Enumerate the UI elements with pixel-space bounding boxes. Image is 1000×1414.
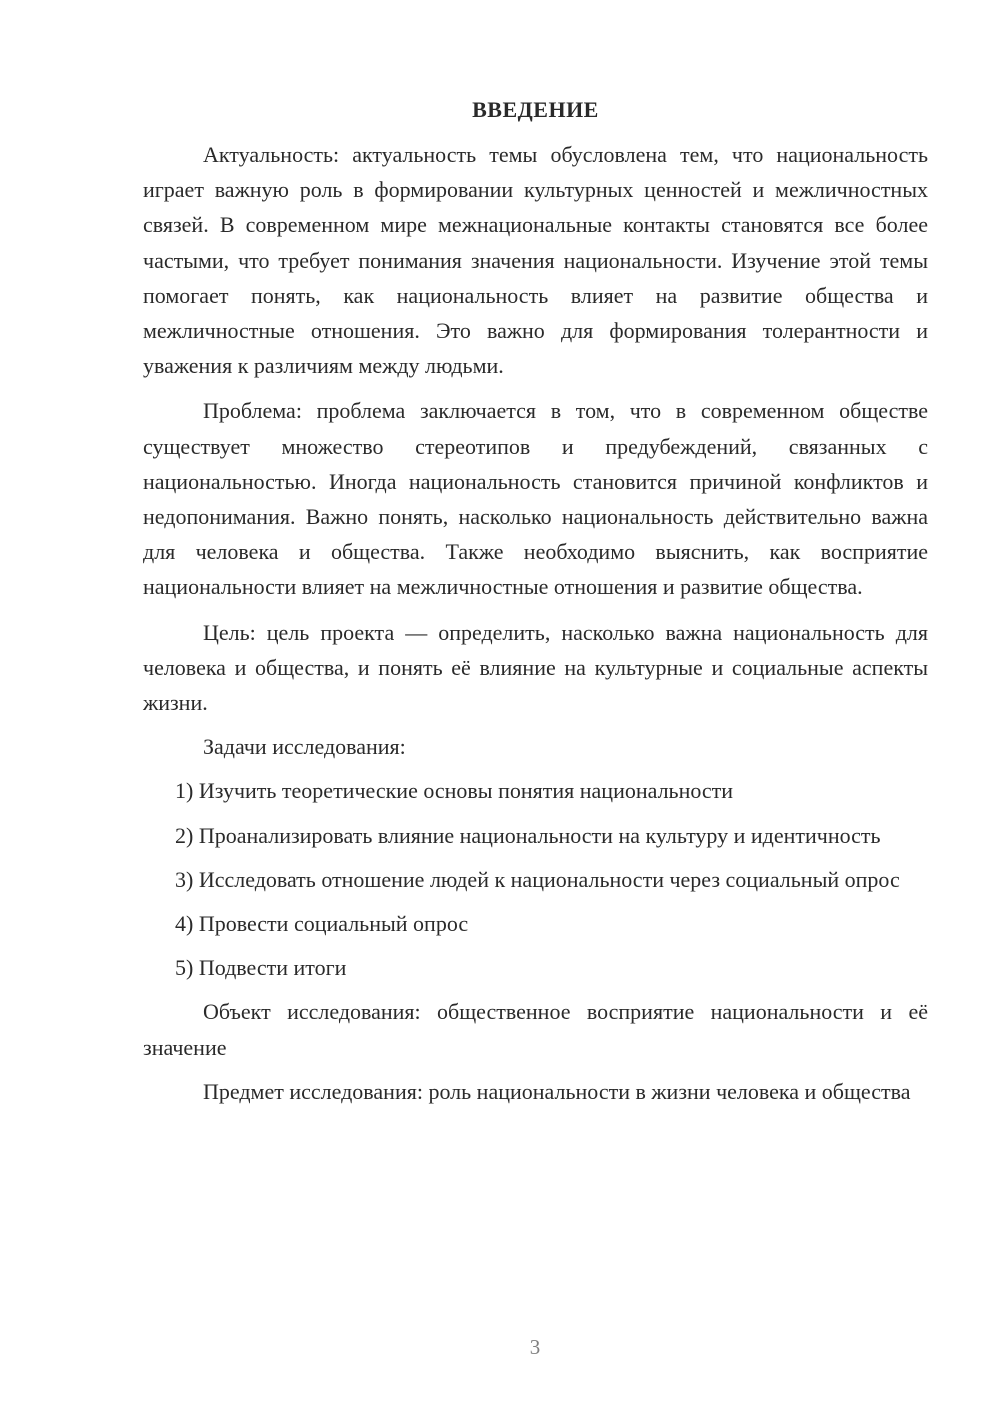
paragraph-tasks-heading: Задачи исследования: <box>203 734 406 760</box>
task-item-5: 5) Подвести итоги <box>175 955 347 981</box>
document-page <box>143 95 928 1109</box>
task-item-2: 2) Проанализировать влияние национальности на культуру и идентичность <box>175 822 881 848</box>
paragraph-goal: Цель: цель проекта — определить, насколько важна национальность для человека и общества, и понять её влияние на культурные и социальные аспекты жизни. <box>143 619 928 716</box>
paragraph-relevance: Актуальность: актуальность темы обусловлена тем, что национальность играет важную роль в формировании культурных ценностей и межличностных связей. В современном мире межнациональные контакты становятся все более частыми, что требует понимания значения национальности. Изучение этой темы помогает понять, как национальность влияет на развитие общества и межличностные отношения. Это важно для формирования толерантности и уважения к различиям между людьми. <box>143 142 928 379</box>
paragraph-problem: Проблема: проблема заключается в том, что в современном обществе существует множество стереотипов и предубеждений, связанных с национальностью. Иногда национальность становится причиной конфликтов и недопонимания. Важно понять, насколько национальность действительно важна для человека и общества. Также необходимо выяснить, как восприятие национальности влияет на межличностные отношения и развитие общества. <box>143 398 928 600</box>
task-item-3: 3) Исследовать отношение людей к национальности через социальный опрос <box>175 866 900 892</box>
task-item-4: 4) Провести социальный опрос <box>175 911 469 937</box>
paragraph-object: Объект исследования: общественное восприятие национальности и её значение <box>143 999 928 1060</box>
paragraph-subject: Предмет исследования: роль национальности в жизни человека и общества <box>203 1078 911 1104</box>
section-title: ВВЕДЕНИЕ <box>472 97 599 122</box>
page-number: 3 <box>529 1335 541 1359</box>
task-item-1: 1) Изучить теоретические основы понятия национальности <box>175 778 734 804</box>
